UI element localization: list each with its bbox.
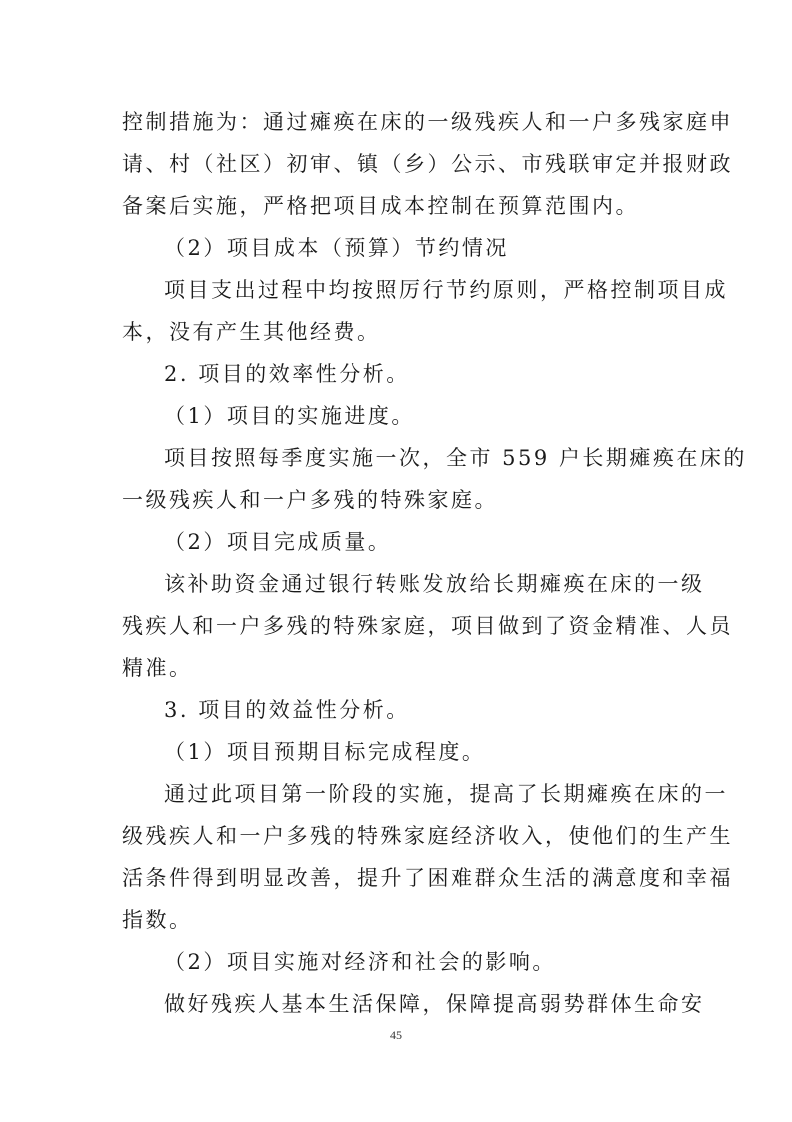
paragraph-line: 项目按照每季度实施一次，全市 559 户长期瘫痪在床的 — [164, 446, 747, 470]
section-heading: （2）项目成本（预算）节约情况 — [164, 236, 509, 260]
paragraph-line: 级残疾人和一户多残的特殊家庭经济收入，使他们的生产生 — [122, 824, 733, 848]
paragraph-line: 一级残疾人和一户多残的特殊家庭。 — [122, 488, 498, 512]
section-heading: （2）项目实施对经济和社会的影响。 — [164, 950, 556, 974]
paragraph-line: 活条件得到明显改善，提升了困难群众生活的满意度和幸福 — [122, 866, 733, 890]
section-heading: （1）项目的实施进度。 — [164, 404, 415, 428]
section-heading: 2. 项目的效率性分析。 — [164, 362, 410, 386]
section-heading: （1）项目预期目标完成程度。 — [164, 740, 486, 764]
paragraph-line: 通过此项目第一阶段的实施，提高了长期瘫痪在床的一 — [164, 782, 728, 806]
paragraph-line: 做好残疾人基本生活保障，保障提高弱势群体生命安 — [164, 992, 705, 1016]
section-heading: 3. 项目的效益性分析。 — [164, 698, 410, 722]
paragraph-line: 项目支出过程中均按照厉行节约原则，严格控制项目成 — [164, 278, 728, 302]
paragraph-line: 控制措施为：通过瘫痪在床的一级残疾人和一户多残家庭申 — [122, 110, 733, 134]
paragraph-line: 指数。 — [122, 908, 193, 932]
paragraph-line: 本，没有产生其他经费。 — [122, 320, 381, 344]
section-heading: （2）项目完成质量。 — [164, 530, 392, 554]
paragraph-line: 备案后实施，严格把项目成本控制在预算范围内。 — [122, 194, 639, 218]
paragraph-line: 该补助资金通过银行转账发放给长期瘫痪在床的一级 — [164, 572, 705, 596]
paragraph-line: 请、村（社区）初审、镇（乡）公示、市残联审定并报财政 — [122, 152, 733, 176]
paragraph-line: 残疾人和一户多残的特殊家庭，项目做到了资金精准、人员 — [122, 614, 733, 638]
page-number: 45 — [390, 1028, 402, 1042]
paragraph-line: 精准。 — [122, 656, 193, 680]
